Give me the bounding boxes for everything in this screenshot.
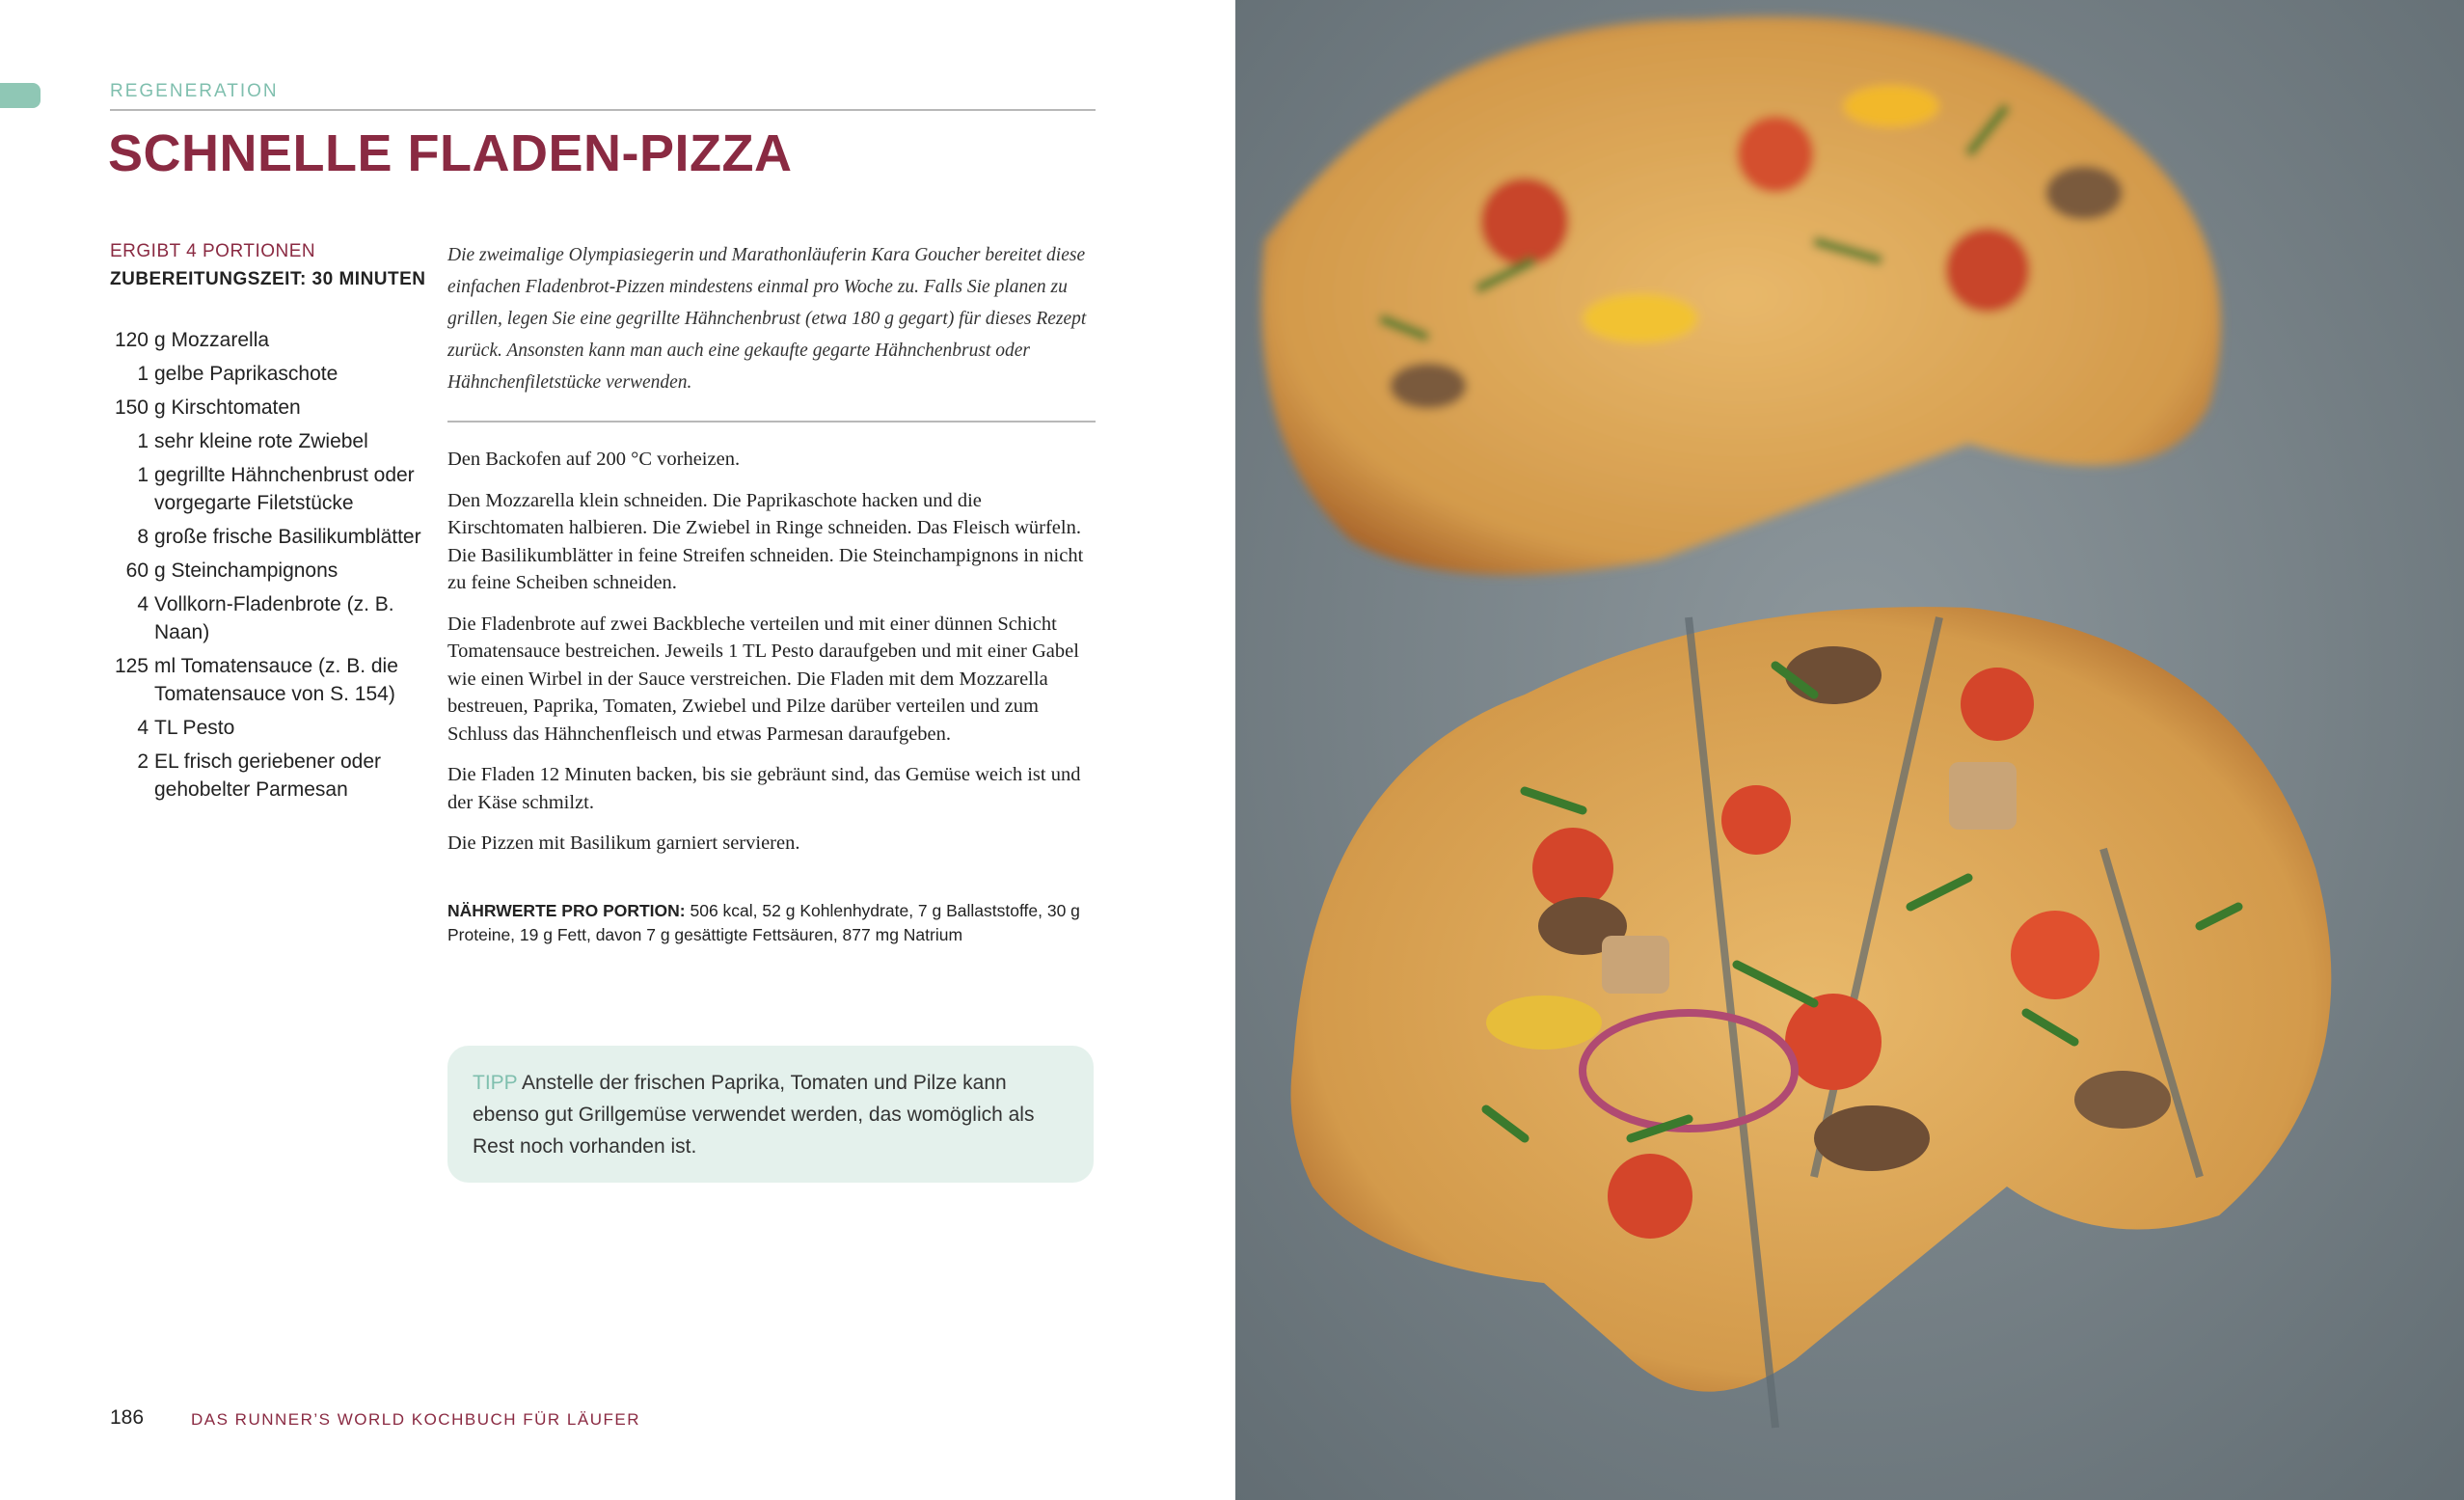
- ingredient-text: EL frisch geriebener oder gehobelter Parmesan: [154, 750, 382, 801]
- ingredient-text: g Steinchampignons: [154, 559, 338, 582]
- ingredient-list: [106, 326, 424, 809]
- ingredient-qty: 1: [137, 363, 149, 385]
- intro-divider: [447, 421, 1096, 423]
- ingredient-text: Vollkorn-Fladenbrote (z. B. Naan): [154, 593, 394, 643]
- page-number: 186: [110, 1406, 145, 1429]
- ingredient-item: [106, 326, 424, 354]
- ingredient-text: g Mozzarella: [154, 329, 270, 351]
- step-paragraph: Den Backofen auf 200 °C vorheizen.: [447, 449, 741, 470]
- nutrition-text: 506 kcal, 52 g Kohlenhydrate, 7 g Ballaststoffe, 30 g Proteine, 19 g Fett, davon 7 g gesättigte Fettsäuren, 877 mg Natrium: [447, 901, 1080, 944]
- header-divider: [110, 109, 1096, 111]
- section-label: REGENERATION: [110, 81, 279, 101]
- tip-label: TIPP: [473, 1072, 518, 1094]
- pizza-illustration: [1235, 0, 2464, 1500]
- nutrition-label: NÄHRWERTE PRO PORTION:: [447, 901, 686, 920]
- ingredient-item: [106, 360, 424, 388]
- ingredient-text: ml Tomatensauce (z. B. die Tomatensauce von S. 154): [154, 655, 398, 705]
- step-paragraph: Den Mozzarella klein schneiden. Die Paprikaschote hacken und die Kirschtomaten halbieren. Die Zwiebel in Ringe schneiden. Das Fleisch würfeln. Die Basilikumblätter in feine Streifen schneiden. Die Steinchampignons in nicht zu feine Scheiben schneiden.: [447, 489, 1084, 593]
- ingredient-qty: 125: [114, 655, 149, 677]
- pizza-photo: [1235, 0, 2464, 1500]
- ingredient-qty: 1: [137, 430, 149, 452]
- nutrition-info: [447, 899, 1096, 946]
- ingredient-text: gelbe Paprikaschote: [154, 363, 338, 385]
- step-paragraph: Die Pizzen mit Basilikum garniert servieren.: [447, 832, 800, 854]
- ingredient-qty: 150: [114, 396, 149, 419]
- step-paragraph: Die Fladen 12 Minuten backen, bis sie gebräunt sind, das Gemüse weich ist und der Käse schmilzt.: [447, 764, 1081, 813]
- preparation-steps: [447, 446, 1096, 871]
- tip-text: Anstelle der frischen Paprika, Tomaten und Pilze kann ebenso gut Grillgemüse verwendet werden, das womöglich als Rest noch vorhanden ist.: [473, 1072, 1035, 1158]
- ingredient-qty: 2: [137, 750, 149, 773]
- ingredient-qty: 1: [137, 464, 149, 486]
- ingredient-item: [106, 714, 424, 742]
- recipe-title: SCHNELLE FLADEN-PIZZA: [108, 124, 793, 182]
- ingredient-text: TL Pesto: [154, 717, 235, 739]
- ingredient-text: sehr kleine rote Zwiebel: [154, 430, 368, 452]
- ingredient-item: [106, 590, 424, 646]
- ingredient-item: [106, 748, 424, 804]
- ingredient-item: [106, 523, 424, 551]
- running-footer: DAS RUNNER’S WORLD KOCHBUCH FÜR LÄUFER: [191, 1410, 640, 1429]
- ingredient-qty: 60: [125, 559, 149, 582]
- ingredient-qty: 120: [114, 329, 149, 351]
- step-paragraph: Die Fladenbrote auf zwei Backbleche verteilen und mit einer dünnen Schicht Tomatensauce bestreichen. Jeweils 1 TL Pesto daraufgeben und mit einer Gabel wie einen Wirbel in der Sauce verstreichen. Die Fladen mit dem Mozzarella bestreuen, Paprika, Tomaten, Zwiebel und Pilze darüber verteilen und zum Schluss das Hähnchenfleisch und etwas Parmesan daraufgeben.: [447, 613, 1079, 745]
- ingredient-text: gegrillte Hähnchenbrust oder vorgegarte Filetstücke: [154, 464, 415, 514]
- ingredient-text: große frische Basilikumblätter: [154, 526, 421, 548]
- ingredient-qty: 4: [137, 717, 149, 739]
- chapter-tab-marker: [0, 83, 41, 108]
- ingredient-item: [106, 427, 424, 455]
- ingredient-text: g Kirschtomaten: [154, 396, 301, 419]
- ingredient-item: [106, 557, 424, 585]
- recipe-intro: Die zweimalige Olympiasiegerin und Marathonläuferin Kara Goucher bereitet diese einfachen Fladenbrot-Pizzen mindestens einmal pro Woche zu. Falls Sie planen zu grillen, legen Sie eine gegrillte Hähnchenbrust (etwa 180 g gegart) für dieses Rezept zurück. Ansonsten kann man auch eine gekaufte gegarte Hähnchenbrust oder Hähnchenfiletstücke verwenden.: [447, 245, 1087, 393]
- ingredient-qty: 4: [137, 593, 149, 615]
- ingredient-item: [106, 652, 424, 708]
- ingredient-item: [106, 394, 424, 422]
- recipe-yield: ERGIBT 4 PORTIONEN: [110, 241, 316, 261]
- tip-box: [447, 1046, 1094, 1183]
- ingredient-qty: 8: [137, 526, 149, 548]
- ingredient-item: [106, 461, 424, 517]
- prep-time: ZUBEREITUNGSZEIT: 30 MINUTEN: [110, 269, 426, 289]
